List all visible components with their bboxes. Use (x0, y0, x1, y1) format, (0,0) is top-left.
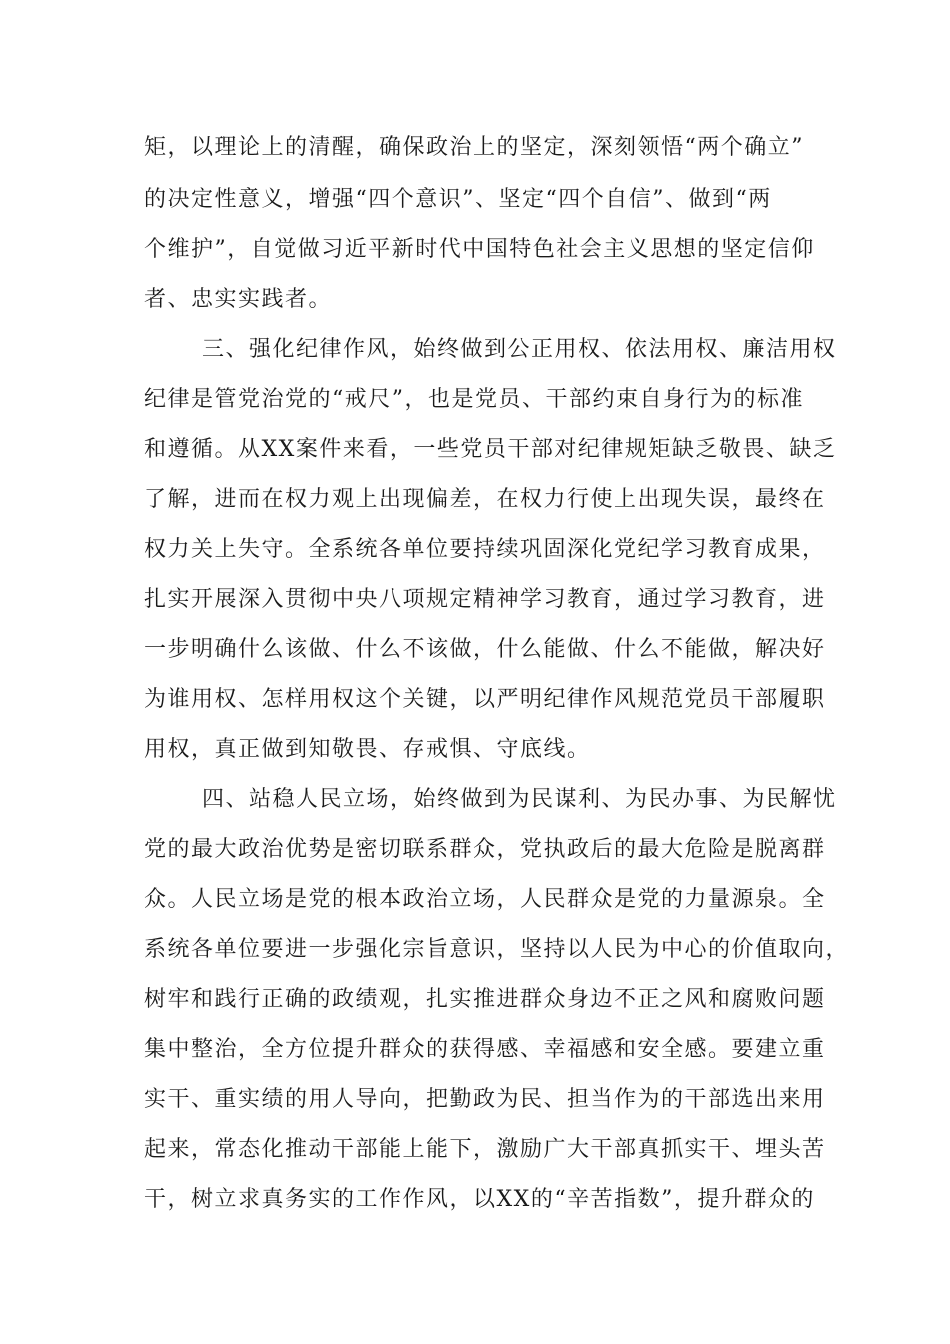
text-line: 的决定性意义，增强“四个意识”、坚定“四个自信”、做到“两 (144, 187, 772, 212)
text-line: 系统各单位要进一步强化宗旨意识，坚持以人民为中心的价值取向， (144, 937, 850, 962)
text-line: 实干、重实绩的用人导向，把勤政为民、担当作为的干部选出来用 (144, 1087, 826, 1112)
text-line: 为谁用权、怎样用权这个关键，以严明纪律作风规范党员干部履职 (144, 687, 826, 712)
text-line: 个维护”，自觉做习近平新时代中国特色社会主义思想的坚定信仰 (144, 237, 815, 262)
text-line: 权力关上失守。全系统各单位要持续巩固深化党纪学习教育成果， (144, 537, 826, 562)
text-line: 矩，以理论上的清醒，确保政治上的坚定，深刻领悟“两个确立” (144, 135, 804, 160)
text-line: 纪律是管党治党的“戒尺”，也是党员、干部约束自身行为的标准 (144, 387, 804, 412)
text-line: 者、忠实实践者。 (144, 287, 333, 312)
text-line: 干，树立求真务实的工作作风，以XX的“辛苦指数”，提升群众的 (144, 1187, 815, 1212)
text-line: 众。人民立场是党的根本政治立场，人民群众是党的力量源泉。全 (144, 887, 826, 912)
text-line: 和遵循。从XX案件来看，一些党员干部对纪律规矩缺乏敬畏、缺乏 (144, 437, 837, 462)
text-line: 树牢和践行正确的政绩观，扎实推进群众身边不正之风和腐败问题 (144, 987, 826, 1012)
text-line: 了解，进而在权力观上出现偏差，在权力行使上出现失误，最终在 (144, 487, 826, 512)
text-line: 扎实开展深入贯彻中央八项规定精神学习教育，通过学习教育，进 (144, 587, 826, 612)
text-line: 起来，常态化推动干部能上能下，激励广大干部真抓实干、埋头苦 (144, 1137, 826, 1162)
text-line: 一步明确什么该做、什么不该做，什么能做、什么不能做，解决好 (144, 637, 826, 662)
text-line: 用权，真正做到知敬畏、存戒惧、守底线。 (144, 737, 591, 762)
text-line: 党的最大政治优势是密切联系群众，党执政后的最大危险是脱离群 (144, 837, 826, 862)
section-heading: 三、强化纪律作风，始终做到公正用权、依法用权、廉洁用权 (202, 337, 837, 362)
section-heading: 四、站稳人民立场，始终做到为民谋利、为民办事、为民解忧 (202, 787, 837, 812)
text-line: 集中整治，全方位提升群众的获得感、幸福感和安全感。要建立重 (144, 1037, 826, 1062)
